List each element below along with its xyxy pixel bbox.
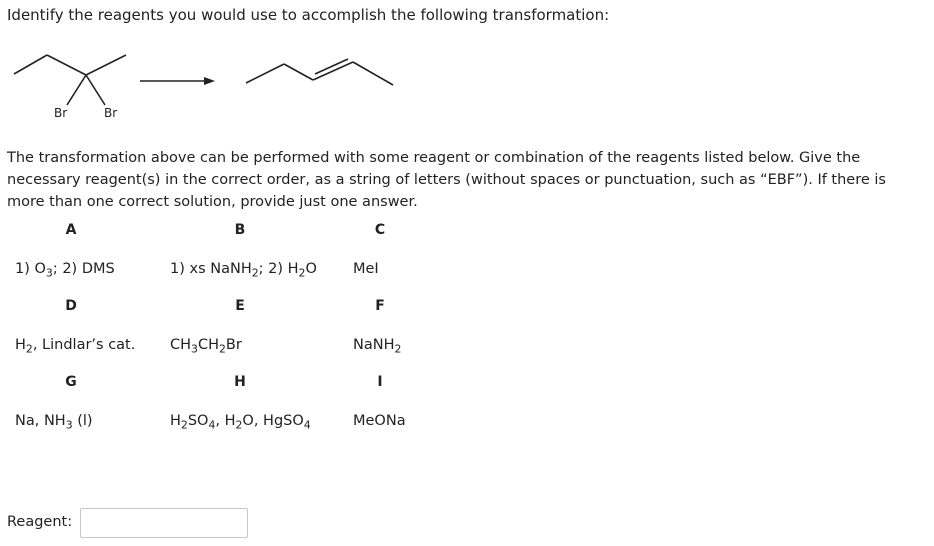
option-reagent-i <box>353 413 406 429</box>
reagent-text: MeONa <box>353 413 406 429</box>
subscript: 3 <box>45 266 53 280</box>
question-text: Identify the reagents you would use to accomplish the following transformation: <box>7 6 610 24</box>
option-letter-g: G <box>65 374 77 390</box>
subscript: 2 <box>235 418 243 432</box>
reactant-label-br-left: Br <box>54 106 68 120</box>
subscript: 3 <box>65 418 73 432</box>
subscript: 2 <box>25 342 33 356</box>
option-letter-e: E <box>235 298 245 314</box>
option-letter-d: D <box>65 298 77 314</box>
option-reagent-g <box>15 413 93 432</box>
reagent-text: CH <box>170 337 192 353</box>
reagent-text: O, HgSO <box>242 413 304 429</box>
reactant-molecule <box>14 55 126 105</box>
subscript: 4 <box>208 418 216 432</box>
reagent-text: , Lindlar’s cat. <box>32 337 136 353</box>
option-letter-h: H <box>234 374 246 390</box>
option-letter-a: A <box>65 222 77 238</box>
reagent-text: ; 2) DMS <box>52 261 115 277</box>
option-letter-b: B <box>234 222 246 238</box>
option-letter-c: C <box>374 222 386 238</box>
reactant-label-br-right: Br <box>104 106 118 120</box>
option-reagent-c <box>353 261 379 277</box>
reagent-text: Na, NH <box>15 413 66 429</box>
reagent-text: Br <box>225 337 242 353</box>
option-reagent-e <box>170 337 242 356</box>
option-reagent-d <box>15 337 136 356</box>
option-reagent-a <box>15 261 115 280</box>
subscript: 4 <box>303 418 311 432</box>
subscript: 3 <box>191 342 198 356</box>
reaction-arrow <box>140 77 215 85</box>
reaction-scheme <box>0 40 420 130</box>
reagent-text: ; 2) H <box>258 261 299 277</box>
reagent-text: H <box>15 337 26 353</box>
reagent-text: 1) O <box>15 261 46 277</box>
reagent-text: CH <box>197 337 219 353</box>
subscript: 2 <box>298 266 306 280</box>
option-reagent-h <box>170 413 311 432</box>
option-letter-f: F <box>375 298 385 314</box>
option-reagent-f <box>353 337 402 356</box>
reagent-text: 1) xs NaNH <box>170 261 252 277</box>
reagent-text: SO <box>187 413 209 429</box>
option-letter-i: I <box>377 374 383 390</box>
product-alkene <box>246 59 393 85</box>
reagent-text: , H <box>215 413 236 429</box>
reagent-text: O <box>305 261 317 277</box>
option-reagent-b <box>170 261 317 280</box>
reagent-input[interactable] <box>80 508 248 538</box>
subscript: 2 <box>218 342 226 356</box>
reagent-text: MeI <box>353 261 379 277</box>
subscript: 2 <box>180 418 188 432</box>
subscript: 2 <box>251 266 259 280</box>
reagent-text: (l) <box>72 413 93 429</box>
subscript: 2 <box>394 342 402 356</box>
reagent-text: NaNH <box>353 337 395 353</box>
instructions-text: The transformation above can be performed with some reagent or combination of the reagents listed below. Give the necessary reagent(s) in the correct order, as a string of letters (without spaces or punctuation, such as “EBF”). If there is more than one correct solution, provide just one answer. <box>7 150 886 210</box>
reagent-label: Reagent: <box>7 514 73 530</box>
reagent-text: H <box>170 413 181 429</box>
